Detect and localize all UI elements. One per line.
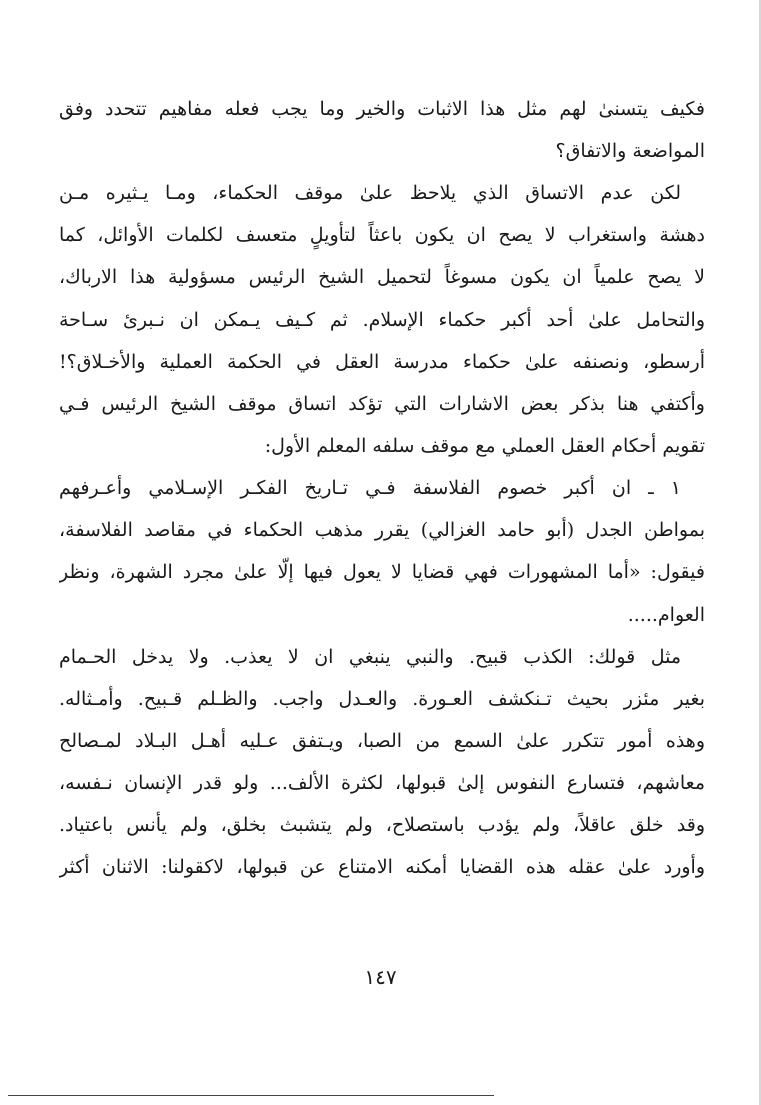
bottom-divider [8,1095,494,1096]
text-line: ١ ـ ان أكبر خصوم الفلاسفة فـي تـاريخ الفكـر الإسـلامي وأعـرفهم [59,477,681,499]
text-line: فيقول: «أما المشهورات فهي قضايا لا يعول فيها إلّا علىٰ مجرد الشهرة، ونظر [59,561,705,583]
page-number: ١٤٧ [364,965,397,989]
text-line: بغير مئزر بحيث تـنكشف العـورة. والعـدل واجب. والظـلم قـبيح. وأمـثاله. [59,688,705,710]
text-line: وهذه أمور تتكرر علىٰ السمع من الصبا، ويـتفق عـليه أهـل البـلاد لمـصالح [59,730,705,752]
text-line: معاشهم، فتسارع النفوس إلىٰ قبولها، لكثرة الألف... ولو قدر الإنسان نـفسه، [59,772,705,794]
text-line: تقويم أحكام العقل العملي مع موقف سلفه المعلم الأول: [264,435,705,457]
text-line: وقد خلق عاقلاً، ولم يؤدب باستصلاح، ولم يتشبث بخلق، ولم يأنس باعتياد. [59,814,705,836]
text-line: بمواطن الجدل (أبو حامد الغزالي) يقرر مذهب الحكماء في مقاصد الفلاسفة، [59,519,705,541]
text-line: لا يصح علمياً ان يكون مسوغاً لتحميل الشيخ الرئيس مسؤولية هذا الارباك، [59,266,705,288]
text-line: المواضعة والاتفاق؟ [555,140,705,162]
text-line: وأكتفي هنا بذكر بعض الاشارات التي تؤكد اتساق موقف الشيخ الرئيس فـي [59,393,705,415]
text-line: لكن عدم الاتساق الذي يلاحظ علىٰ موقف الحكماء، ومـا يـثيره مـن [59,182,681,204]
text-line: العوام..... [627,604,705,626]
text-line: دهشة واستغراب لا يصح ان يكون باعثاً لتأويلٍ متعسف لكلمات الأوائل، كما [59,224,705,246]
text-line: مثل قولك: الكذب قبيح. والنبي ينبغي ان لا يعذب. ولا يدخل الحـمام [59,646,681,668]
text-line: أرسطو، ونصنفه علىٰ حكماء مدرسة العقل في الحكمة العملية والأخـلاق؟! [59,351,705,373]
text-line: وأورد علىٰ عقله هذه القضايا أمكنه الامتناع عن قبولها، لاكقولنا: الاثنان أكثر [59,856,705,878]
text-line: فكيف يتسنىٰ لهم مثل هذا الاثبات والخير وما يجب فعله مفاهيم تتحدد وفق [59,98,705,120]
text-line: والتحامل علىٰ أحد أكبر حكماء الإسلام. ثم كـيف يـمكن ان نـبرئ سـاحة [59,309,705,331]
